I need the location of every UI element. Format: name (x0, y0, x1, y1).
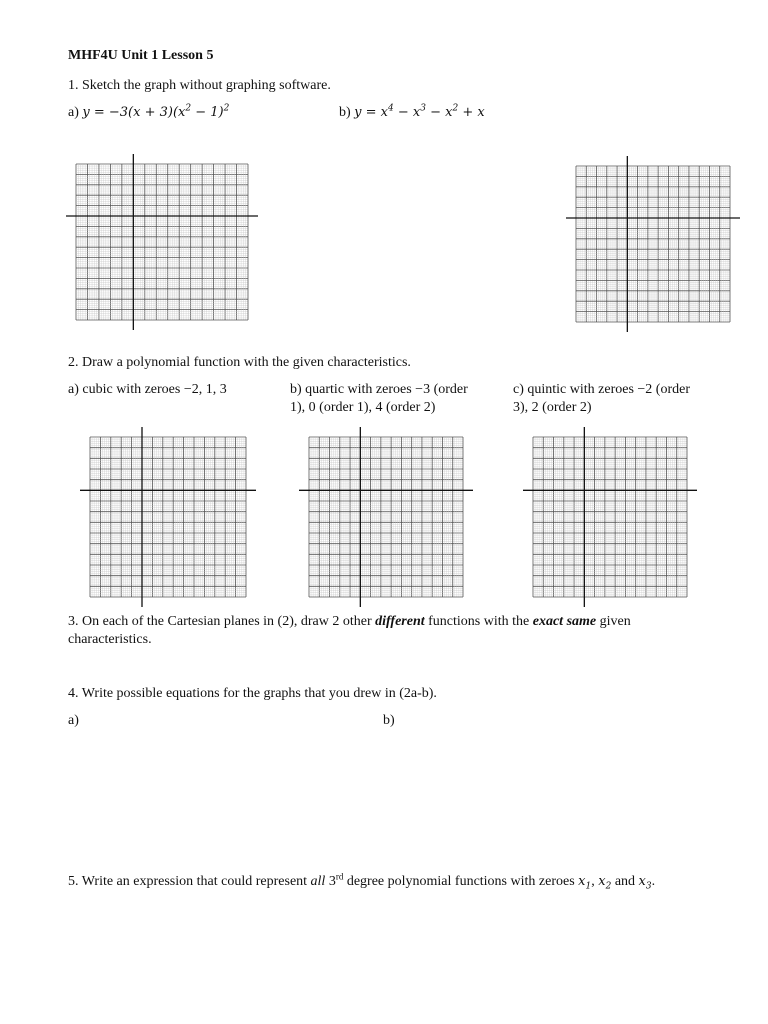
q1-prompt: 1. Sketch the graph without graphing software. (68, 78, 331, 93)
q2a-text: a) cubic with zeroes −2, 1, 3 (68, 382, 227, 397)
q3-text-line2: characteristics. (68, 632, 152, 647)
q2c-grid[interactable] (523, 427, 697, 607)
q1b-math: $y = x^4 - x^3 - x^2 + x$ (354, 103, 485, 120)
q2b-text: b) quartic with zeroes −3 (order 1), 0 (order 1), 4 (order 2) (290, 382, 468, 415)
q4b-label: b) (383, 713, 395, 728)
q2b-grid[interactable] (299, 427, 473, 607)
q2a-grid[interactable] (80, 427, 256, 607)
q5-text: 5. Write an expression that could represent all 3rd degree polynomial functions with zeroes $x_1$, $x_2$ and $x_3$. (68, 871, 656, 892)
q3-text: 3. On each of the Cartesian planes in (2), draw 2 other different functions with the exact same given (68, 614, 631, 629)
q1a-label: a) (68, 105, 79, 120)
q1b-equation (339, 104, 485, 122)
q1b-label: b) (339, 105, 351, 120)
page-title: MHF4U Unit 1 Lesson 5 (68, 48, 214, 63)
q1a-grid[interactable] (66, 154, 258, 330)
q2-prompt: 2. Draw a polynomial function with the given characteristics. (68, 355, 411, 370)
q2c-text: c) quintic with zeroes −2 (order 3), 2 (order 2) (513, 382, 690, 415)
q4-prompt: 4. Write possible equations for the graphs that you drew in (2a-b). (68, 686, 437, 701)
q4a-label: a) (68, 713, 79, 728)
q1a-math: $y = -3(x + 3)(x^2 - 1)^2$ (82, 103, 230, 120)
q1b-grid[interactable] (566, 156, 740, 332)
q1a-equation (68, 104, 229, 122)
